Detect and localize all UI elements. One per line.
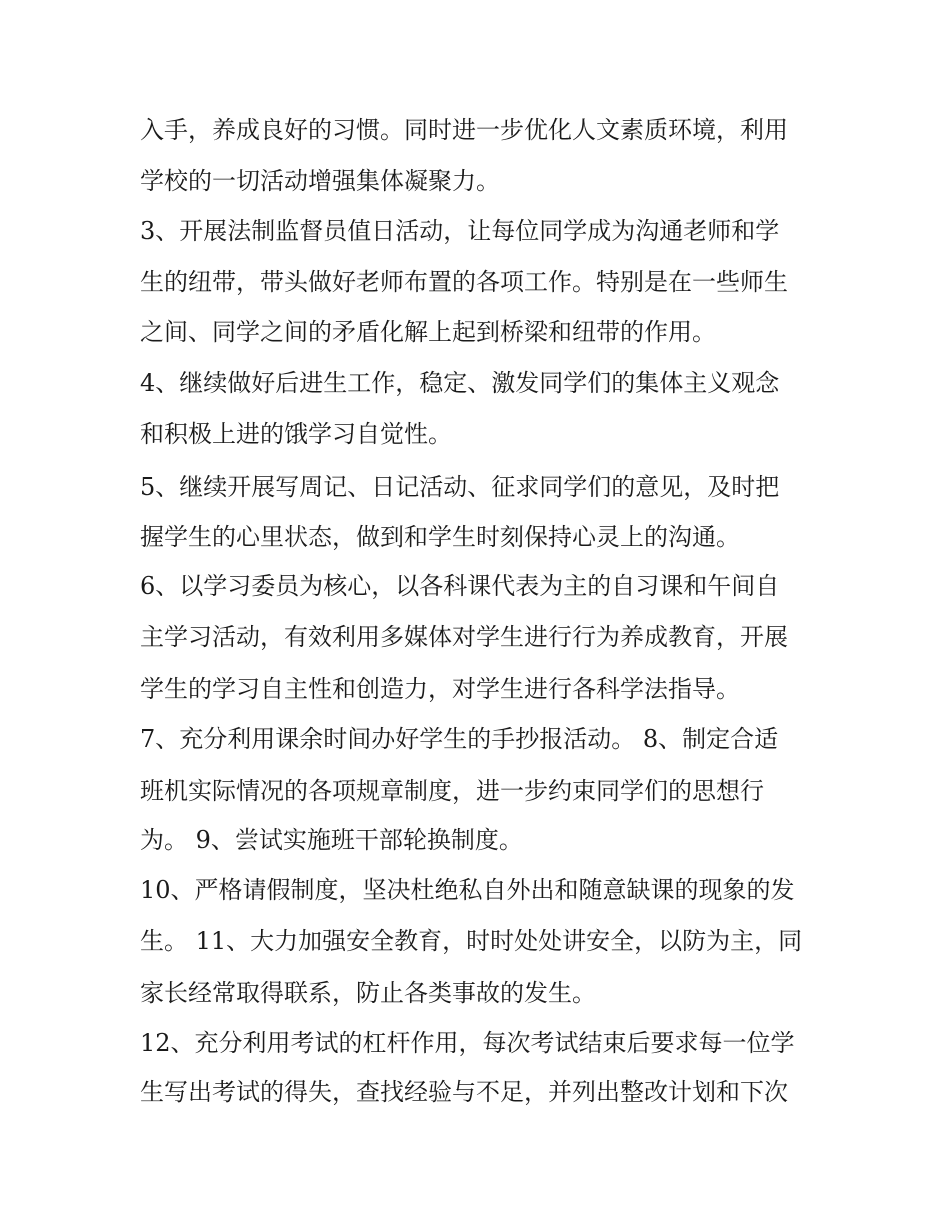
text-line: 家长经常取得联系，防止各类事故的发生。 <box>140 979 596 1007</box>
text-line: 3、开展法制监督员值日活动，让每位同学成为沟通老师和学 <box>140 217 780 245</box>
text-line: 生的纽带，带头做好老师布置的各项工作。特别是在一些师生 <box>140 268 788 296</box>
text-line: 生写出考试的得失，查找经验与不足，并列出整改计划和下次 <box>140 1078 788 1106</box>
text-line: 10、严格请假制度，坚决杜绝私自外出和随意缺课的现象的发 <box>140 876 795 904</box>
text-line: 为。 9、尝试实施班干部轮换制度。 <box>140 826 523 854</box>
text-line: 学校的一切活动增强集体凝聚力。 <box>140 167 500 195</box>
text-line: 7、充分利用课余时间办好学生的手抄报活动。 8、制定合适 <box>140 725 779 753</box>
text-line: 主学习活动，有效利用多媒体对学生进行行为养成教育，开展 <box>140 623 788 651</box>
text-line: 握学生的心里状态，做到和学生时刻保持心灵上的沟通。 <box>140 523 740 551</box>
text-line: 5、继续开展写周记、日记活动、征求同学们的意见，及时把 <box>140 473 780 501</box>
text-line: 之间、同学之间的矛盾化解上起到桥梁和纽带的作用。 <box>140 318 716 346</box>
text-line: 6、以学习委员为核心，以各科课代表为主的自习课和午间自 <box>140 572 780 600</box>
text-line: 和积极上进的饿学习自觉性。 <box>140 420 452 448</box>
text-line: 入手，养成良好的习惯。同时进一步优化人文素质环境，利用 <box>140 116 788 144</box>
text-line: 生。 11、大力加强安全教育，时时处处讲安全，以防为主，同 <box>140 927 803 955</box>
text-line: 4、继续做好后进生工作，稳定、激发同学们的集体主义观念 <box>140 369 780 397</box>
text-line: 学生的学习自主性和创造力，对学生进行各科学法指导。 <box>140 675 740 703</box>
text-line: 12、充分利用考试的杠杆作用，每次考试结束后要求每一位学 <box>140 1029 795 1057</box>
text-line: 班机实际情况的各项规章制度，进一步约束同学们的思想行 <box>140 777 764 805</box>
